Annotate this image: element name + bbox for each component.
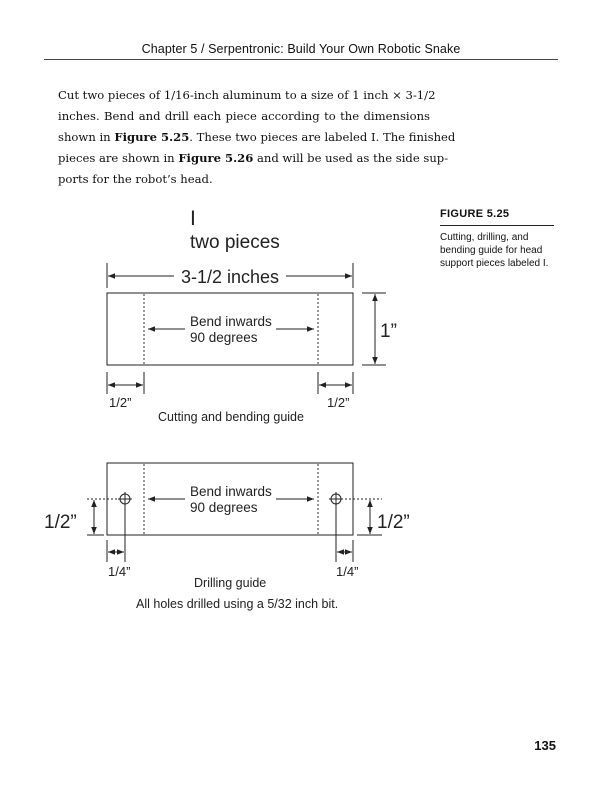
body-text-run: pieces are shown in — [58, 151, 179, 165]
figure-reference: Figure 5.26 — [178, 151, 254, 165]
hole-height-left-label: 1/2” — [44, 512, 77, 533]
bend-offset-right-label: 1/2” — [327, 395, 350, 410]
part-count-label: two pieces — [190, 232, 280, 253]
body-line: ports for the robot’s head. — [58, 172, 213, 186]
body-line: Cut two pieces of 1/16-inch aluminum to a size of 1 inch × 3-1/2 — [58, 88, 436, 102]
drill-bend-instruction-line1: Bend inwards — [190, 484, 272, 499]
hole-left-icon — [118, 492, 132, 506]
cutting-guide-title: Cutting and bending guide — [158, 410, 304, 424]
figure-label-rule — [440, 225, 554, 226]
figure-reference: Figure 5.25 — [114, 130, 190, 144]
body-text-run: and will be used as the side sup- — [253, 151, 449, 165]
figure-label: FIGURE 5.25 — [440, 208, 510, 220]
bend-instruction-line2: 90 degrees — [190, 330, 258, 345]
length-dimension-label: 3-1/2 inches — [180, 267, 280, 287]
drilling-guide-title: Drilling guide — [194, 576, 267, 590]
figure-caption: Cutting, drilling, and bending guide for head support pieces labeled I. — [440, 232, 549, 269]
drill-bend-instruction-line2: 90 degrees — [190, 500, 258, 515]
bend-instruction-line1: Bend inwards — [190, 314, 272, 329]
hole-right-icon — [329, 492, 343, 506]
bend-offset-left-label: 1/2” — [109, 395, 132, 410]
page-number: 135 — [534, 738, 556, 753]
body-line: inches. Bend and drill each piece according to the dimensions — [58, 109, 430, 123]
hole-offset-left-label: 1/4” — [108, 564, 131, 579]
part-id-label: I — [190, 207, 196, 230]
drill-note: All holes drilled using a 5/32 inch bit. — [136, 597, 339, 611]
hole-offset-right-label: 1/4” — [336, 564, 359, 579]
body-text-run: . These two pieces are labeled I. The finished — [189, 130, 456, 144]
body-text-run: shown in — [58, 130, 115, 144]
running-head: Chapter 5 / Serpentronic: Build Your Own Robotic Snake — [141, 42, 461, 56]
width-dimension-label: 1” — [380, 321, 397, 342]
hole-height-right-label: 1/2” — [377, 512, 410, 533]
